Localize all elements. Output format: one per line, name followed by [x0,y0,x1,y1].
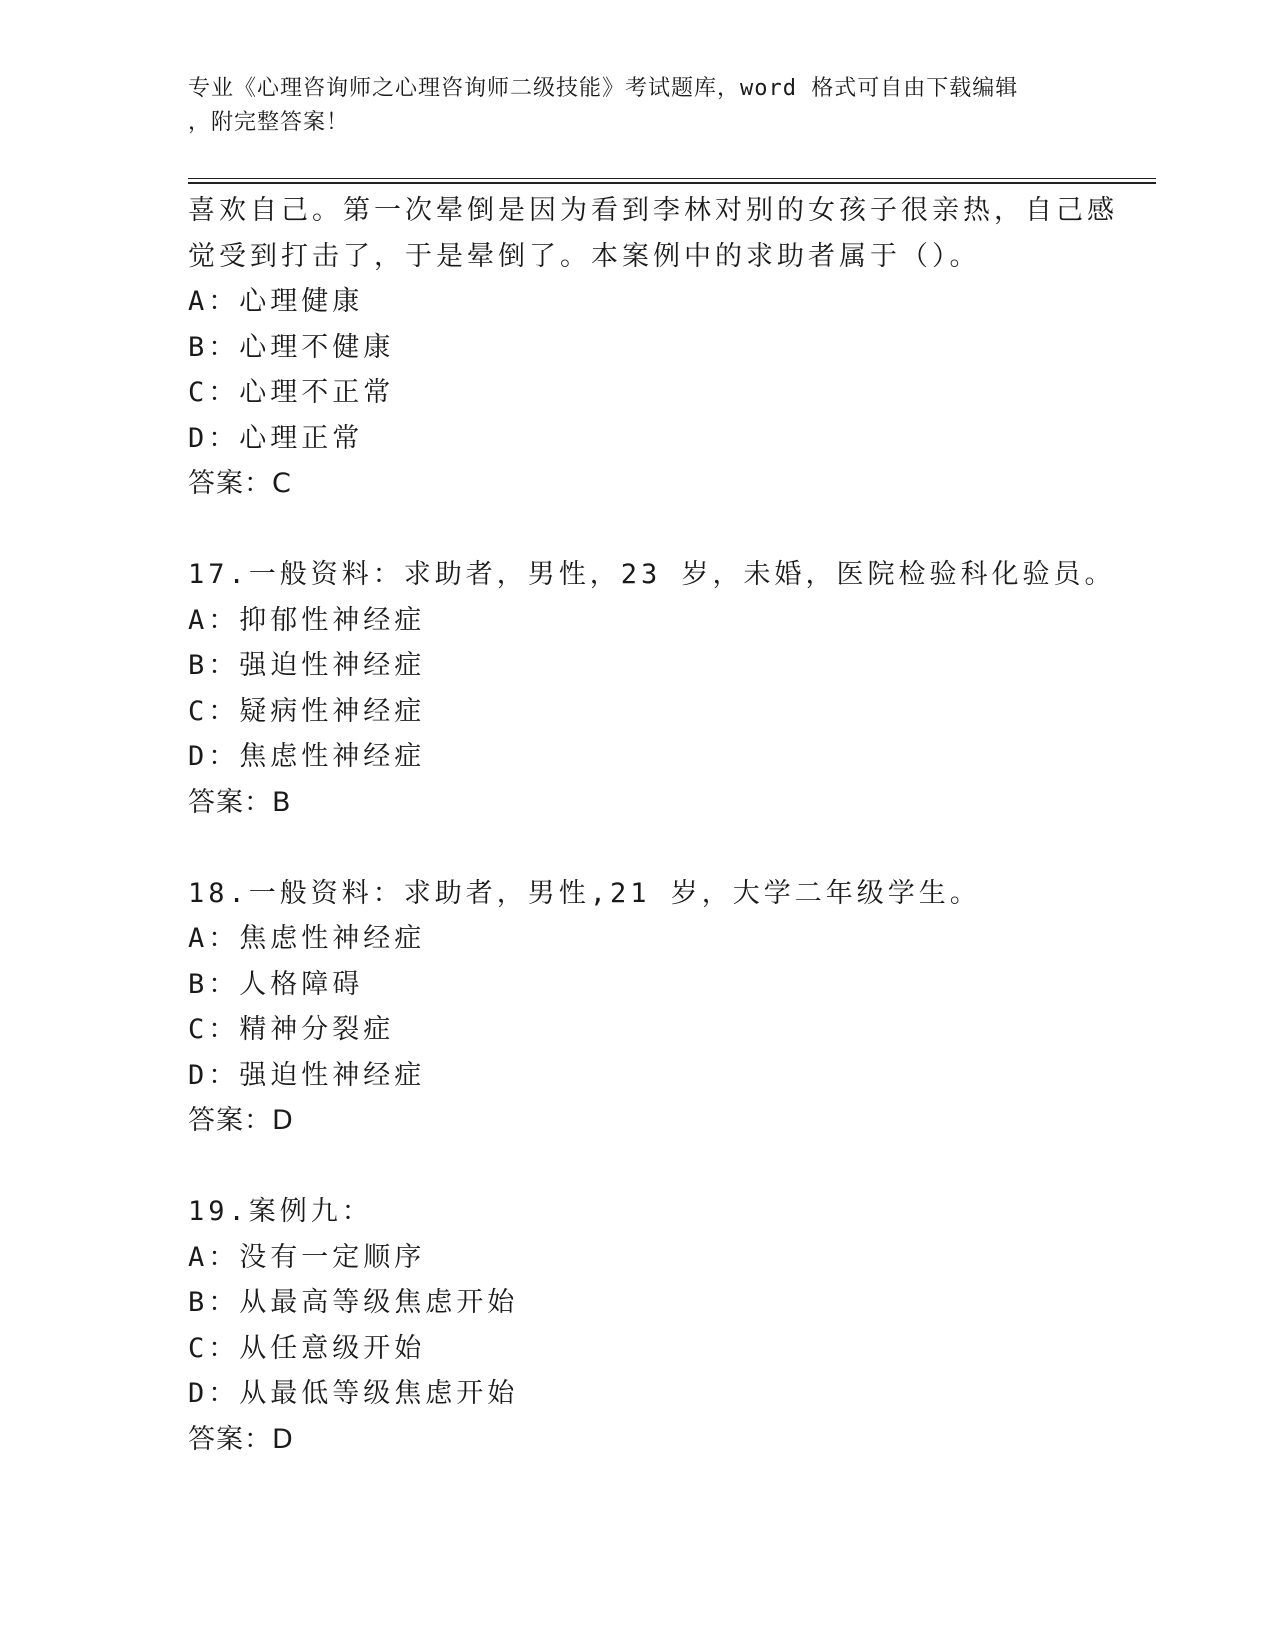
option-a: A：心理健康 [188,286,364,317]
option-d: D：心理正常 [188,422,364,454]
question-stem: 19.案例九： [188,1196,373,1227]
option-c: C：从任意级开始 [188,1332,426,1364]
header-title-line-1: 专业《心理咨询师之心理咨询师二级技能》考试题库，word 格式可自由下载编辑 [188,76,1019,101]
option-b: B：强迫性神经症 [188,650,426,681]
answer-line: 答案：B [188,786,292,818]
option-b: B：人格障碍 [188,968,364,1000]
option-d: D：强迫性神经症 [188,1059,426,1091]
document-header [188,72,1088,140]
question-stem: 17.一般资料：求助者，男性，23 岁，未婚，医院检验科化验员。 [188,559,1116,590]
question-block-18 [188,871,1088,1144]
question-stem: 18.一般资料：求助者，男性,21 岁，大学二年级学生。 [188,877,981,909]
answer-line: 答案：D [188,1105,294,1136]
question-block-17 [188,552,1116,825]
option-d: D：从最低等级焦虑开始 [188,1378,519,1409]
document-body [188,188,1118,1462]
option-c: C：精神分裂症 [188,1014,395,1045]
answer-line: 答案：D [188,1423,294,1455]
option-a: A：焦虑性神经症 [188,923,426,954]
question-block-19 [188,1189,1088,1462]
question-text-line: 喜欢自己。第一次晕倒是因为看到李林对别的女孩子很亲热，自己感 [188,195,1118,226]
answer-line: 答案：C [188,468,292,499]
option-b: B：心理不健康 [188,331,395,363]
header-divider-thin [188,178,1156,179]
question-block-continued [188,188,1118,507]
option-a: A：抑郁性神经症 [188,604,426,636]
question-text-line: 觉受到打击了，于是晕倒了。本案例中的求助者属于（）。 [188,240,981,272]
option-c: C：心理不正常 [188,377,395,408]
header-title-line-2: ，附完整答案！ [188,110,350,135]
option-a: A：没有一定顺序 [188,1241,426,1273]
option-d: D：焦虑性神经症 [188,741,426,772]
header-divider-thick [188,182,1156,184]
option-b: B：从最高等级焦虑开始 [188,1287,519,1318]
option-c: C：疑病性神经症 [188,695,426,727]
